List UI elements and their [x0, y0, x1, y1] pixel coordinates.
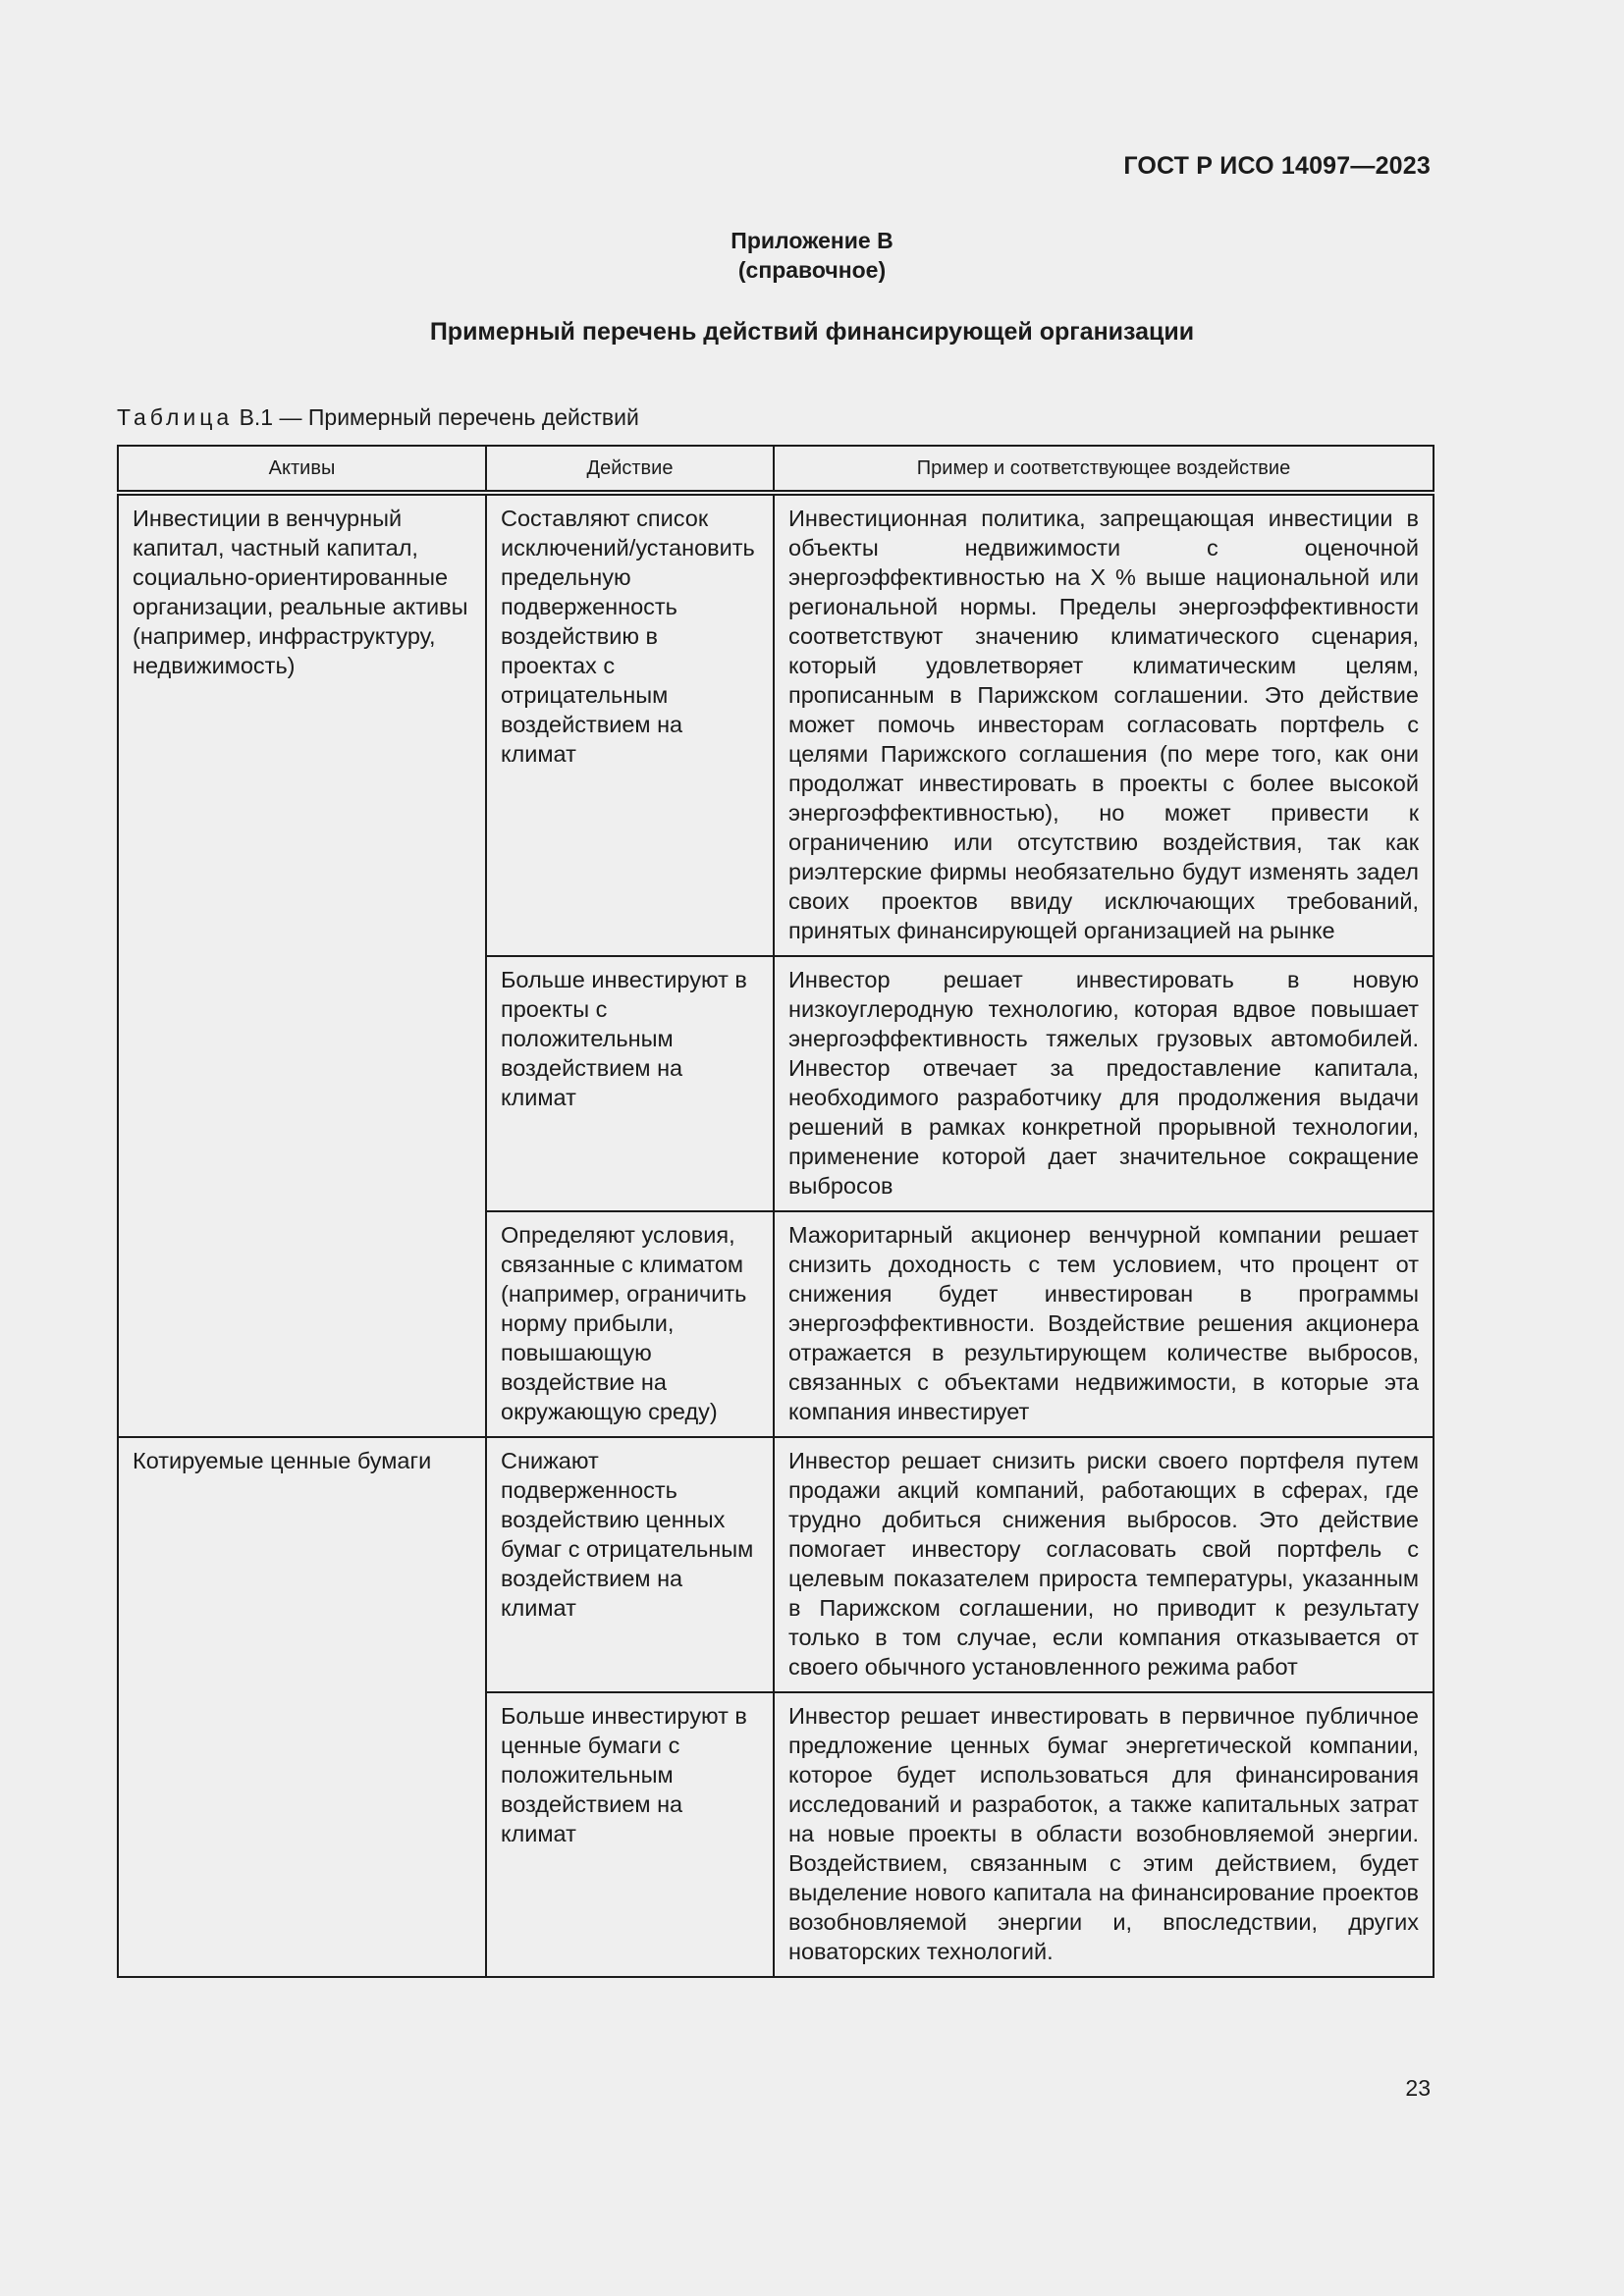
table-header-row [118, 446, 1434, 493]
appendix-heading [0, 226, 1624, 285]
asset-cell: Котируемые ценные бумаги [118, 1437, 486, 1977]
effect-cell: Инвестор решает инвестировать в новую низкоуглеродную технологию, которая вдвое повышает энергоэффективность тяжелых грузовых автомобилей. Инвестор отвечает за предоставление капитала, необходимого разработчику для продолжения выдачи решений в рамках конкретной прорывной технологии, применение которой дает значительное сокращение выбросов [774, 956, 1434, 1211]
asset-cell: Инвестиции в венчурный капитал, частный капитал, социально-ориентированные организации, реальные активы (например, инфраструктуру, недвижимость) [118, 493, 486, 1437]
column-header-assets: Активы [118, 446, 486, 493]
effect-cell: Инвестиционная политика, запрещающая инвестиции в объекты недвижимости с оценочной энергоэффективностью на X % выше национальной или региональной нормы. Пределы энергоэффективности соответствуют значению климатического сценария, который удовлетворяет климатическим целям, прописанным в Парижском соглашении. Это действие может помочь инвесторам согласовать портфель с целями Парижского соглашения (по мере того, как они продолжат инвестировать в проекты с более высокой энергоэффективностью), но может привести к ограничению или отсутствию воздействия, так как риэлтерские фирмы необязательно будут изменять задел своих проектов ввиду исключающих требований, принятых финансирующей организацией на рынке [774, 493, 1434, 956]
column-header-effect: Пример и соответствующее воздействие [774, 446, 1434, 493]
appendix-status: (справочное) [737, 257, 887, 283]
actions-table [117, 445, 1435, 1978]
effect-cell: Мажоритарный акционер венчурной компании решает снизить доходность с тем условием, что процент от снижения будет инвестирован в программы энергоэффективности. Воздействие решения акционера отражается в результирующем количестве выбросов, связанных с объектами недвижимости, в которые эта компания инвестирует [774, 1211, 1434, 1437]
action-cell: Больше инвестируют в проекты с положительным воздействием на климат [486, 956, 774, 1211]
page-number: 23 [1405, 2075, 1431, 2101]
table-row [118, 1437, 1434, 1692]
appendix-label: Приложение В [731, 228, 893, 253]
action-cell: Снижают подверженность воздействию ценных бумаг с отрицательным воздействием на климат [486, 1437, 774, 1692]
column-header-action: Действие [486, 446, 774, 493]
document-code: ГОСТ Р ИСО 14097—2023 [1123, 152, 1431, 180]
effect-cell: Инвестор решает снизить риски своего портфеля путем продажи акций компаний, работающих в сферах, где трудно добиться снижения выбросов. Это действие помогает инвестору согласовать свой портфель с целевым показателем прироста температуры, указанным в Парижском соглашении, но приводит к результату только в том случае, если компания отказывается от своего обычного установленного режима работ [774, 1437, 1434, 1692]
appendix-title: Примерный перечень действий финансирующей организации [429, 318, 1195, 346]
table-caption-text: В.1 — Примерный перечень действий [233, 404, 639, 430]
effect-cell: Инвестор решает инвестировать в первичное публичное предложение ценных бумаг энергетической компании, которое будет использоваться для финансирования исследований и разработок, а также капитальных затрат на новые проекты в области возобновляемой энергии. Воздействием, связанным с этим действием, будет выделение нового капитала на финансирование проектов возобновляемой энергии и, впоследствии, других новаторских технологий. [774, 1692, 1434, 1977]
table-caption [117, 404, 639, 431]
table-row [118, 493, 1434, 956]
action-cell: Определяют условия, связанные с климатом (например, ограничить норму прибыли, повышающую воздействие на окружающую среду) [486, 1211, 774, 1437]
action-cell: Составляют список исключений/установить предельную подверженность воздействию в проектах с отрицательным воздействием на климат [486, 493, 774, 956]
action-cell: Больше инвестируют в ценные бумаги с положительным воздействием на климат [486, 1692, 774, 1977]
table-caption-prefix: Таблица [117, 404, 234, 430]
